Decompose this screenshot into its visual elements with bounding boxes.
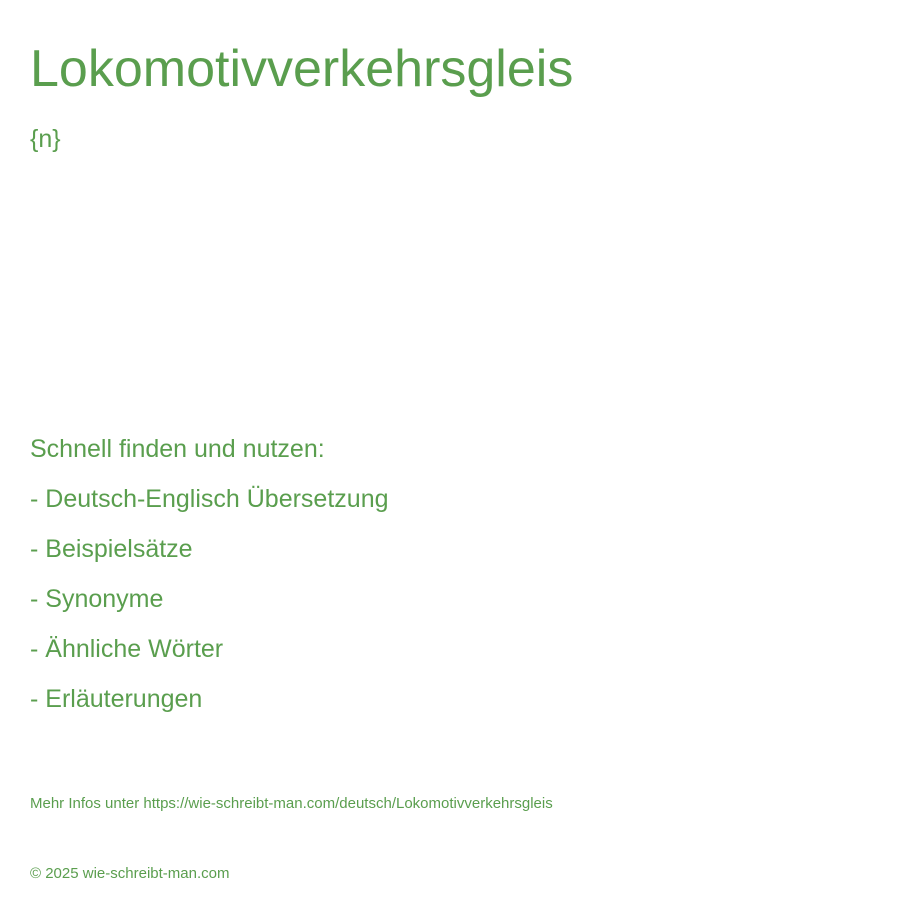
more-info-line xyxy=(30,795,553,813)
feature-item-synonyms: - Synonyme xyxy=(30,585,164,613)
more-info-link[interactable]: https://wie-schreibt-man.com/deutsch/Lokomotivverkehrsgleis xyxy=(143,795,553,812)
features-section xyxy=(30,424,389,724)
feature-item-explanations: - Erläuterungen xyxy=(30,685,203,713)
feature-item-example-sentences: - Beispielsätze xyxy=(30,535,193,563)
copyright-notice: © 2025 wie-schreibt-man.com xyxy=(30,865,230,882)
features-heading: Schnell finden und nutzen: xyxy=(30,435,325,463)
page-title: Lokomotivverkehrsgleis xyxy=(30,40,574,98)
feature-item-translation: - Deutsch-Englisch Übersetzung xyxy=(30,485,389,513)
more-info-prefix: Mehr Infos unter xyxy=(30,795,144,812)
feature-item-similar-words: - Ähnliche Wörter xyxy=(30,635,224,663)
gender-label: {n} xyxy=(30,125,61,153)
